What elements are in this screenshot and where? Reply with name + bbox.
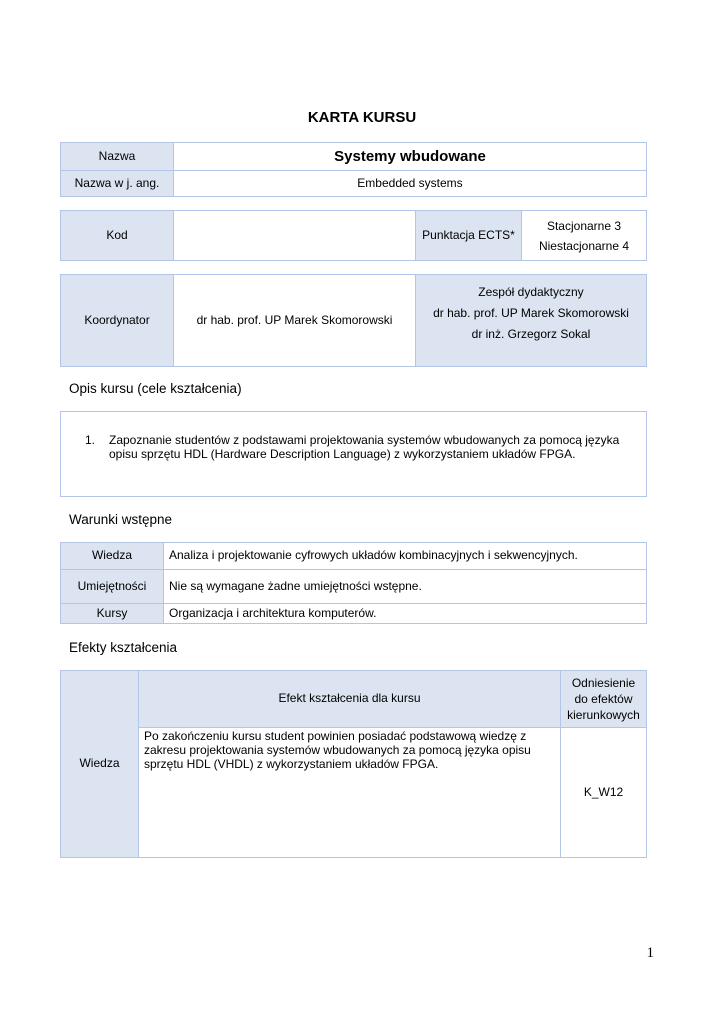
warunki-label: Wiedza bbox=[61, 543, 164, 570]
efekty-row-text-line: zakresu projektowania systemów wbudowanych za pomocą języka opisu bbox=[144, 743, 531, 757]
efekty-row-ref: K_W12 bbox=[561, 728, 647, 858]
nazwa-label: Nazwa bbox=[61, 143, 174, 171]
efekty-table bbox=[60, 670, 647, 858]
opis-line: opisu sprzętu HDL (Hardware Description Language) z wykorzystaniem układów FPGA. bbox=[109, 447, 576, 461]
kod-value bbox=[174, 211, 416, 261]
warunki-value: Nie są wymagane żadne umiejętności wstępne. bbox=[164, 570, 647, 604]
efekty-header-ref-line: do efektów bbox=[574, 692, 633, 706]
course-name-table bbox=[60, 142, 647, 197]
koordynator-value: dr hab. prof. UP Marek Skomorowski bbox=[174, 275, 416, 367]
zespol-member: dr hab. prof. UP Marek Skomorowski bbox=[433, 306, 629, 320]
opis-heading: Opis kursu (cele kształcenia) bbox=[69, 381, 242, 396]
koordynator-table bbox=[60, 274, 647, 367]
nazwa-value: Systemy wbudowane bbox=[174, 143, 647, 171]
koordynator-label: Koordynator bbox=[61, 275, 174, 367]
zespol-label: Zespół dydaktyczny bbox=[478, 285, 584, 299]
ects-stacjonarne: Stacjonarne 3 bbox=[546, 218, 622, 233]
efekty-header-ref bbox=[561, 671, 647, 728]
efekty-heading: Efekty kształcenia bbox=[69, 640, 178, 655]
warunki-label: Kursy bbox=[61, 604, 164, 624]
warunki-heading: Warunki wstępne bbox=[69, 512, 173, 527]
warunki-value: Organizacja i architektura komputerów. bbox=[164, 604, 647, 624]
page-number: 1 bbox=[646, 945, 654, 961]
nazwa-ang-label: Nazwa w j. ang. bbox=[61, 171, 174, 197]
warunki-table bbox=[60, 542, 647, 624]
ects-label: Punktacja ECTS* bbox=[416, 211, 522, 261]
efekty-row-text bbox=[139, 728, 561, 858]
opis-item-text bbox=[109, 433, 639, 461]
efekty-row-label: Wiedza bbox=[61, 671, 139, 858]
nazwa-ang-value: Embedded systems bbox=[174, 171, 647, 197]
opis-line: Zapoznanie studentów z podstawami projektowania systemów wbudowanych za pomocą języka bbox=[109, 433, 620, 447]
warunki-label: Umiejętności bbox=[61, 570, 164, 604]
ects-niestacjonarne: Niestacjonarne 4 bbox=[538, 238, 630, 253]
efekty-header-effect: Efekt kształcenia dla kursu bbox=[139, 671, 561, 728]
opis-item-number: 1. bbox=[85, 433, 96, 447]
efekty-row-text-line: Po zakończeniu kursu student powinien posiadać podstawową wiedzę z bbox=[144, 729, 527, 743]
efekty-header-ref-line: kierunkowych bbox=[567, 708, 640, 722]
page-title: KARTA KURSU bbox=[307, 109, 417, 126]
kod-ects-table bbox=[60, 210, 647, 261]
efekty-row-text-line: sprzętu HDL (VHDL) z wykorzystaniem układów FPGA. bbox=[144, 757, 439, 771]
ects-values bbox=[522, 211, 647, 261]
zespol-member: dr inż. Grzegorz Sokal bbox=[471, 327, 591, 341]
opis-box bbox=[60, 411, 647, 497]
kod-label: Kod bbox=[61, 211, 174, 261]
zespol-dydaktyczny bbox=[416, 275, 647, 367]
warunki-value: Analiza i projektowanie cyfrowych układów kombinacyjnych i sekwencyjnych. bbox=[164, 543, 647, 570]
efekty-header-ref-line: Odniesienie bbox=[571, 676, 636, 690]
